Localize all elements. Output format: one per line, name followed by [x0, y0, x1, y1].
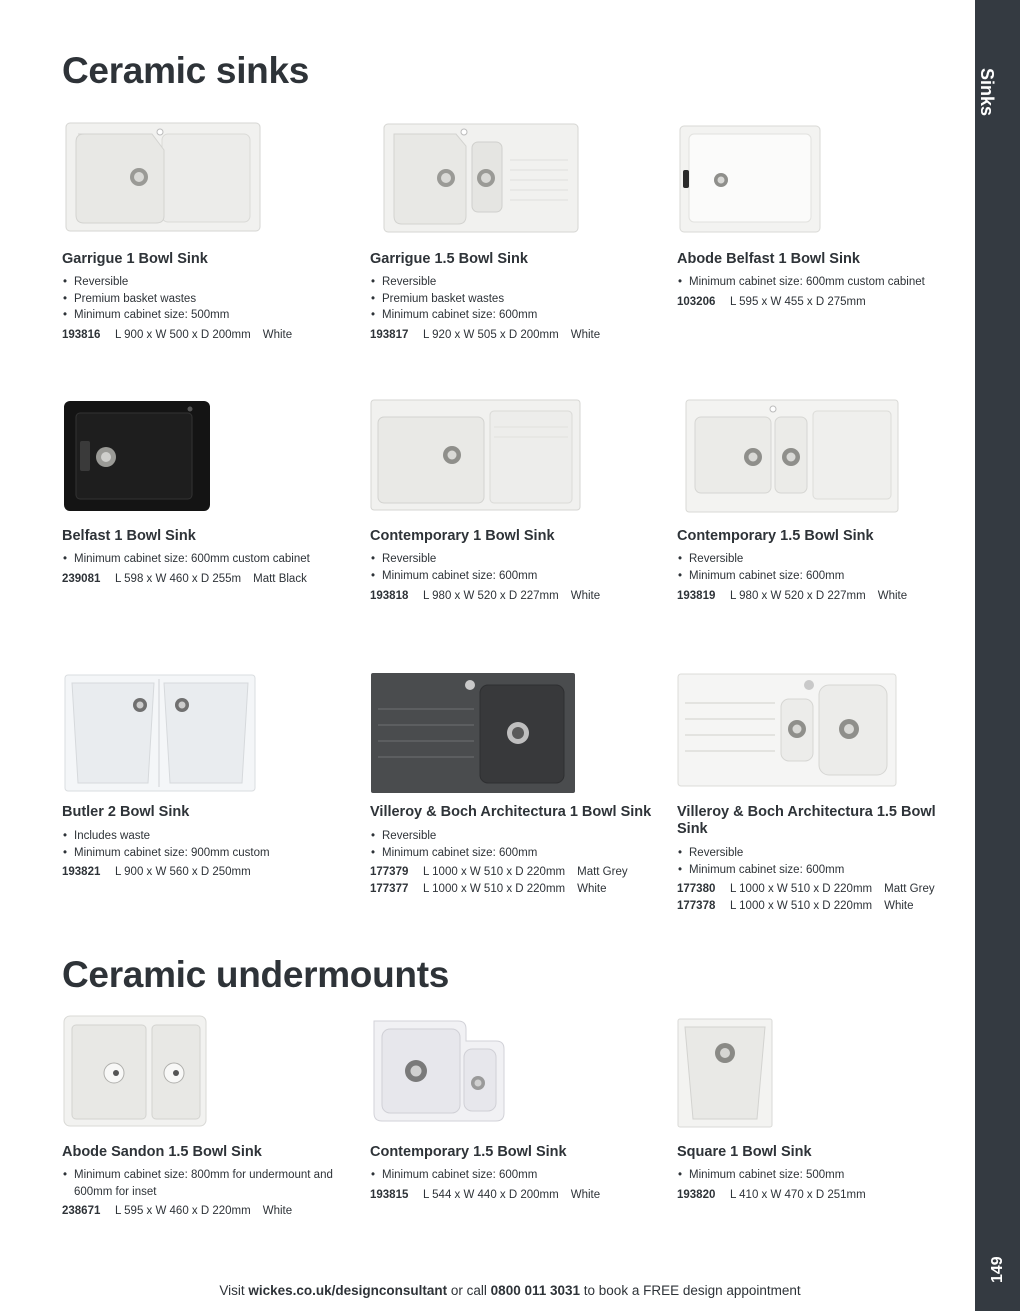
feature-item: • Minimum cabinet size: 600mm custom cabinet	[62, 551, 310, 568]
product-dimensions: L 544 x W 440 x D 200mm	[423, 1189, 559, 1201]
feature-item: • Minimum cabinet size: 500mm	[677, 1167, 844, 1184]
spec-row	[677, 294, 878, 311]
product-code: 103206	[677, 296, 716, 308]
feature-item: • Minimum cabinet size: 600mm	[370, 307, 537, 324]
product-dimensions: L 1000 x W 510 x D 220mm	[730, 899, 873, 912]
feature-list	[677, 845, 844, 878]
product-finish: Matt Grey	[884, 883, 935, 895]
product-code: 239081	[62, 573, 101, 585]
product-finish: Matt Grey	[577, 866, 628, 878]
product-finish: White	[577, 882, 607, 895]
spec-list	[677, 881, 935, 914]
product-code: 193816	[62, 329, 101, 341]
feature-list	[370, 828, 537, 861]
product-dimensions: L 595 x W 460 x D 220mm	[115, 1205, 251, 1217]
sink-image	[677, 673, 902, 791]
footer-prefix: Visit	[219, 1283, 249, 1298]
product-name: Villeroy & Boch Architectura 1 Bowl Sink	[370, 804, 652, 820]
sidebar-label: Sinks	[977, 68, 997, 117]
product-name: Garrigue 1 Bowl Sink	[62, 251, 208, 267]
product-finish: White	[570, 590, 601, 602]
feature-list	[677, 274, 925, 291]
spec-list	[62, 571, 307, 588]
product-code: 177378	[677, 899, 716, 912]
product-finish: White	[877, 590, 908, 602]
product-dimensions: L 900 x W 560 x D 250mm	[115, 866, 251, 878]
feature-item: • Premium basket wastes	[62, 291, 229, 308]
feature-list	[677, 551, 844, 584]
product-finish: White	[262, 1205, 293, 1217]
page-number: 149	[989, 1256, 1006, 1283]
product-dimensions: L 598 x W 460 x D 255m	[115, 573, 242, 585]
spec-list	[677, 588, 907, 605]
feature-list	[370, 274, 537, 324]
product-dimensions: L 900 x W 500 x D 200mm	[115, 329, 251, 341]
feature-item: • Reversible	[370, 551, 537, 568]
product-name: Square 1 Bowl Sink	[677, 1144, 812, 1160]
product-name: Butler 2 Bowl Sink	[62, 804, 190, 820]
feature-item: • Premium basket wastes	[370, 291, 537, 308]
sink-image	[382, 120, 582, 235]
spec-list	[677, 1187, 878, 1204]
product-dimensions: L 920 x W 505 x D 200mm	[423, 329, 559, 341]
sink-image	[62, 397, 212, 515]
product-finish: White	[570, 1189, 601, 1201]
feature-list	[62, 551, 310, 568]
feature-item: • Minimum cabinet size: 600mm custom cabinet	[677, 274, 925, 291]
product-code: 193817	[370, 329, 409, 341]
spec-row	[62, 327, 292, 344]
sink-image	[370, 397, 585, 515]
sink-image	[64, 673, 259, 793]
product-dimensions: L 1000 x W 510 x D 220mm	[423, 866, 566, 878]
sink-image	[677, 1013, 777, 1131]
product-code: 193820	[677, 1189, 716, 1201]
feature-item: • Reversible	[62, 274, 229, 291]
spec-row	[677, 588, 907, 605]
spec-row	[370, 864, 628, 881]
product-name: Contemporary 1.5 Bowl Sink	[677, 528, 874, 544]
product-dimensions: L 980 x W 520 x D 227mm	[730, 590, 866, 602]
product-dimensions: L 980 x W 520 x D 227mm	[423, 590, 559, 602]
product-dimensions: L 595 x W 455 x D 275mm	[730, 296, 866, 308]
sink-image	[685, 397, 910, 515]
product-name: Villeroy & Boch Architectura 1.5 Bowl Sink	[677, 804, 936, 837]
sink-image	[62, 1013, 212, 1131]
feature-item: • Minimum cabinet size: 800mm for undermount and 600mm for inset	[62, 1167, 342, 1200]
product-code: 177380	[677, 883, 716, 895]
section-title-ceramic-sinks: Ceramic sinks	[62, 50, 310, 91]
spec-list	[62, 864, 263, 881]
feature-item: • Minimum cabinet size: 900mm custom	[62, 845, 270, 862]
product-code: 193819	[677, 590, 716, 602]
section-sidebar	[975, 0, 1020, 1311]
feature-item: • Minimum cabinet size: 500mm	[62, 307, 229, 324]
feature-list	[62, 274, 229, 324]
feature-item: • Reversible	[677, 845, 844, 862]
spec-list	[370, 1187, 600, 1204]
product-name: Abode Sandon 1.5 Bowl Sink	[62, 1144, 262, 1160]
spec-list	[62, 1203, 292, 1220]
spec-row	[62, 864, 263, 881]
feature-list	[370, 551, 537, 584]
feature-item: • Includes waste	[62, 828, 270, 845]
footer-phone[interactable]: 0800 011 3031	[490, 1283, 581, 1298]
product-finish: White	[262, 329, 293, 341]
spec-row	[677, 898, 935, 915]
product-name: Abode Belfast 1 Bowl Sink	[677, 251, 860, 267]
footer-middle: or call	[447, 1283, 491, 1298]
product-code: 177379	[370, 866, 409, 878]
product-code: 193815	[370, 1189, 409, 1201]
spec-list	[370, 327, 600, 344]
spec-row	[677, 881, 935, 898]
product-finish: White	[570, 329, 601, 341]
spec-row	[370, 881, 628, 898]
feature-list	[370, 1167, 537, 1184]
product-name: Garrigue 1.5 Bowl Sink	[370, 251, 528, 267]
feature-item: • Reversible	[370, 274, 537, 291]
sink-image	[677, 120, 827, 235]
footer-suffix: to book a FREE design appointment	[580, 1283, 801, 1298]
spec-row	[370, 1187, 600, 1204]
product-dimensions: L 1000 x W 510 x D 220mm	[423, 882, 566, 895]
feature-item: • Minimum cabinet size: 600mm	[677, 568, 844, 585]
product-finish: Matt Black	[253, 573, 307, 585]
feature-list	[62, 1167, 342, 1200]
product-name: Contemporary 1 Bowl Sink	[370, 528, 555, 544]
feature-item: • Reversible	[677, 551, 844, 568]
product-name: Belfast 1 Bowl Sink	[62, 528, 196, 544]
feature-item: • Minimum cabinet size: 600mm	[677, 862, 844, 879]
sink-image	[370, 673, 580, 795]
product-finish: White	[884, 899, 914, 912]
spec-row	[370, 588, 600, 605]
spec-list	[370, 588, 600, 605]
sink-image	[370, 1013, 510, 1131]
feature-list	[677, 1167, 844, 1184]
product-code: 193821	[62, 866, 101, 878]
product-name: Contemporary 1.5 Bowl Sink	[370, 1144, 567, 1160]
feature-item: • Minimum cabinet size: 600mm	[370, 1167, 537, 1184]
spec-list	[62, 327, 292, 344]
feature-list	[62, 828, 270, 861]
sink-image	[64, 120, 264, 235]
product-dimensions: L 1000 x W 510 x D 220mm	[730, 883, 873, 895]
spec-row	[677, 1187, 878, 1204]
footer	[0, 1283, 1020, 1298]
feature-item: • Minimum cabinet size: 600mm	[370, 568, 537, 585]
feature-item: • Reversible	[370, 828, 537, 845]
footer-url[interactable]: wickes.co.uk/designconsultant	[248, 1283, 448, 1298]
spec-list	[677, 294, 878, 311]
product-code: 193818	[370, 590, 409, 602]
feature-item: • Minimum cabinet size: 600mm	[370, 845, 537, 862]
product-code: 177377	[370, 882, 409, 895]
section-title-ceramic-undermounts: Ceramic undermounts	[62, 954, 449, 995]
spec-row	[62, 571, 307, 588]
spec-list	[370, 864, 628, 897]
product-dimensions: L 410 x W 470 x D 251mm	[730, 1189, 866, 1201]
product-code: 238671	[62, 1205, 101, 1217]
spec-row	[62, 1203, 292, 1220]
spec-row	[370, 327, 600, 344]
